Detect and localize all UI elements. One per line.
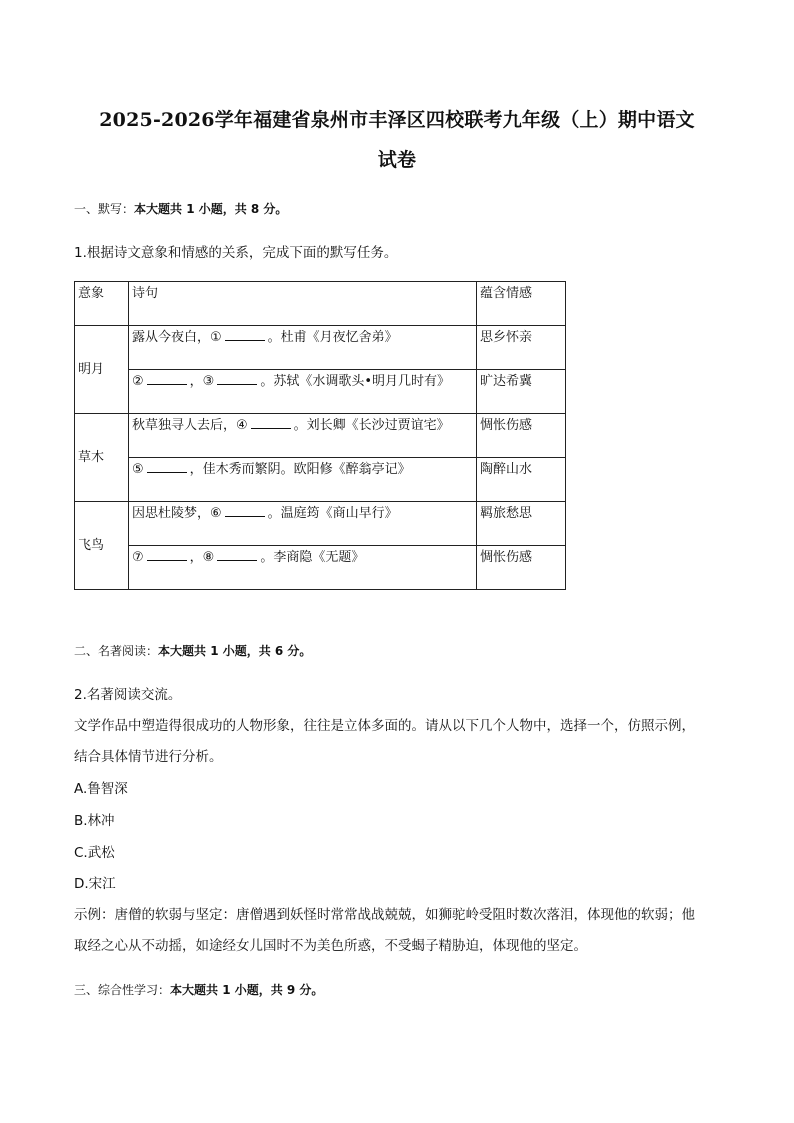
- exam-title-line1: 2025-2026学年福建省泉州市丰泽区四校联考九年级（上）期中语文: [99, 109, 695, 131]
- fill-blank-7[interactable]: [147, 548, 187, 561]
- fill-blank-5[interactable]: [147, 460, 187, 473]
- verse-cell: [129, 414, 477, 458]
- verse-cell: [129, 370, 477, 414]
- emotion-cell: 惆怅伤感: [477, 546, 566, 590]
- verse-text: 秋草独寻人去后，④: [132, 418, 248, 433]
- emotion-cell: 羁旅愁思: [477, 502, 566, 546]
- question-1-prompt: 1.根据诗文意象和情感的关系，完成下面的默写任务。: [74, 245, 398, 261]
- fill-blank-6[interactable]: [225, 504, 265, 517]
- example-line1: 示例：唐僧的软弱与坚定：唐僧遇到妖怪时常常战战兢兢，如狮驼岭受阻时数次落泪，体现他的软弱；他: [74, 907, 695, 923]
- dictation-table: [74, 281, 566, 590]
- header-verse: 诗句: [129, 282, 477, 326]
- section-2-label: 二、名著阅读：: [74, 644, 159, 658]
- example-line2: 取经之心从不动摇，如途经女儿国时不为美色所惑，不受蝎子精胁迫，体现他的坚定。: [74, 938, 587, 954]
- exam-title-line2: 试卷: [377, 149, 417, 171]
- verse-text: ②: [132, 374, 144, 389]
- category-moon: 明月: [75, 326, 129, 414]
- section-1-heading: [74, 200, 287, 218]
- verse-text: 。李商隐《无题》: [260, 550, 365, 565]
- verse-cell: [129, 502, 477, 546]
- option-b: B.林冲: [74, 813, 115, 829]
- option-c: C.武松: [74, 845, 115, 861]
- section-2-heading: [74, 642, 311, 660]
- verse-text: 露从今夜白，①: [132, 330, 222, 345]
- verse-text: 因思杜陵梦，⑥: [132, 506, 222, 521]
- category-grass-tree: 草木: [75, 414, 129, 502]
- emotion-cell: 思乡怀亲: [477, 326, 566, 370]
- verse-cell: [129, 546, 477, 590]
- fill-blank-2[interactable]: [147, 372, 187, 385]
- verse-cell: [129, 458, 477, 502]
- fill-blank-8[interactable]: [217, 548, 257, 561]
- section-1-desc: 本大题共 1 小题，共 8 分。: [134, 202, 288, 216]
- verse-text: 。温庭筠《商山早行》: [267, 506, 398, 521]
- table-row: [75, 546, 566, 590]
- question-2-prompt: 2.名著阅读交流。: [74, 687, 182, 703]
- section-3-desc: 本大题共 1 小题，共 9 分。: [170, 983, 324, 997]
- table-header-row: [75, 282, 566, 326]
- verse-text: 。刘长卿《长沙过贾谊宅》: [293, 418, 450, 433]
- category-bird: 飞鸟: [75, 502, 129, 590]
- emotion-cell: 惆怅伤感: [477, 414, 566, 458]
- verse-text: ，③: [189, 374, 215, 389]
- table-row: [75, 326, 566, 370]
- table-row: [75, 502, 566, 546]
- verse-cell: [129, 326, 477, 370]
- fill-blank-4[interactable]: [251, 416, 291, 429]
- fill-blank-1[interactable]: [225, 328, 265, 341]
- verse-text: ⑦: [132, 550, 144, 565]
- option-d: D.宋江: [74, 876, 116, 892]
- verse-text: 。杜甫《月夜忆舍弟》: [267, 330, 398, 345]
- section-2-desc: 本大题共 1 小题，共 6 分。: [158, 644, 312, 658]
- section-3-heading: [74, 981, 323, 999]
- emotion-cell: 陶醉山水: [477, 458, 566, 502]
- section-1-label: 一、默写：: [74, 202, 135, 216]
- verse-text: ，⑧: [189, 550, 215, 565]
- table-row: [75, 458, 566, 502]
- header-emotion: 蕴含情感: [477, 282, 566, 326]
- header-imagery: 意象: [75, 282, 129, 326]
- option-a: A.鲁智深: [74, 781, 128, 797]
- table-row: [75, 370, 566, 414]
- verse-text: 。苏轼《水调歌头•明月几时有》: [260, 374, 450, 389]
- section-3-label: 三、综合性学习：: [74, 983, 171, 997]
- fill-blank-3[interactable]: [217, 372, 257, 385]
- emotion-cell: 旷达希冀: [477, 370, 566, 414]
- question-2-paragraph-line2: 结合具体情节进行分析。: [74, 749, 223, 765]
- table-row: [75, 414, 566, 458]
- verse-text: ，佳木秀而繁阴。欧阳修《醉翁亭记》: [189, 462, 411, 477]
- question-2-paragraph-line1: 文学作品中塑造得很成功的人物形象，往往是立体多面的。请从以下几个人物中，选择一个，仿照示例，: [74, 718, 695, 734]
- verse-text: ⑤: [132, 462, 144, 477]
